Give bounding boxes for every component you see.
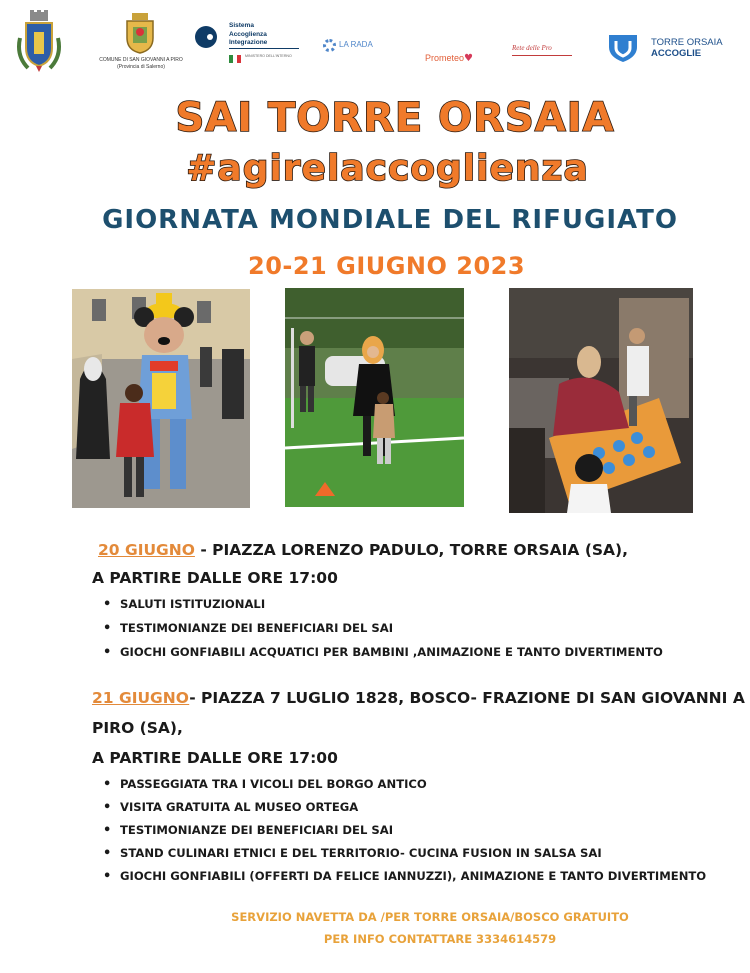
day21-place: - PIAZZA 7 LUGLIO 1828, BOSCO- FRAZIONE DI SAN GIOVANNI A [189, 689, 745, 707]
hashtag-title: #agirelaccoglienza [186, 148, 589, 189]
municipal-crest-icon [14, 8, 64, 74]
prometeo-logo [425, 46, 485, 62]
day20-place: - PIAZZA LORENZO PADULO, TORRE ORSAIA (SA), [194, 541, 629, 559]
torre-orsaia-accoglie-logo [607, 33, 737, 63]
day21-heading [92, 689, 745, 707]
day21-program-list [103, 777, 706, 892]
sai-wordmark [229, 22, 267, 48]
rete-underline [512, 55, 572, 56]
la-rada-logo [323, 38, 383, 54]
ministry-label: MINISTERO DELL'INTERNO [245, 54, 292, 58]
heart-icon: ♥ [464, 53, 473, 64]
la-rada-icon [323, 39, 336, 52]
event-dates: 20-21 GIUGNO 2023 [248, 252, 526, 280]
photo-mascot-with-child [72, 289, 250, 508]
torre-line-1: TORRE ORSAIA [651, 37, 723, 48]
day21-date: 21 GIUGNO [92, 689, 190, 707]
list-item: • VISITA GRATUITA AL MUSEO ORTEGA [103, 800, 706, 823]
partner-logos [0, 0, 750, 85]
sai-logo [195, 22, 300, 74]
list-item: • GIOCHI GONFIABILI (OFFERTI DA FELICE IANNUZZI), ANIMAZIONE E TANTO DIVERTIMENTO [103, 869, 706, 892]
list-item: • GIOCHI GONFIABILI ACQUATICI PER BAMBINI ,ANIMAZIONE E TANTO DIVERTIMENTO [103, 645, 663, 669]
day20-date: 20 GIUGNO [98, 541, 195, 559]
municipality-name: COMUNE DI SAN GIOVANNI A PIRO [99, 57, 183, 63]
shuttle-notice: SERVIZIO NAVETTA DA /PER TORRE ORSAIA/BOSCO GRATUITO [231, 910, 629, 924]
sai-line-1: Sistema [229, 22, 254, 29]
italian-flag-icon [229, 55, 241, 63]
photo-park-activity [285, 288, 464, 507]
event-subtitle: GIORNATA MONDIALE DEL RIFUGIATO [102, 205, 678, 235]
list-item: • TESTIMONIANZE DEI BENEFICIARI DEL SAI [103, 823, 706, 846]
day20-heading [98, 541, 628, 559]
municipality-province: (Provincia di Salerno) [117, 64, 165, 70]
list-item: • TESTIMONIANZE DEI BENEFICIARI DEL SAI [103, 621, 663, 645]
san-giovanni-crest-icon [120, 12, 160, 54]
day20-time: A PARTIRE DALLE ORE 17:00 [92, 569, 338, 587]
day20-program-list [103, 597, 663, 669]
day21-place-continued: PIRO (SA), [92, 719, 183, 737]
sai-divider [229, 48, 299, 49]
rete-pro-loco-logo [512, 44, 578, 60]
sai-line-3: Integrazione [229, 39, 268, 46]
municipality-caption [96, 57, 186, 71]
torre-orsaia-wordmark [651, 38, 723, 59]
list-item: • STAND CULINARI ETNICI E DEL TERRITORIO- CUCINA FUSION IN SALSA SAI [103, 846, 706, 869]
sai-line-2: Accoglienza [229, 30, 267, 38]
shield-heart-icon [607, 33, 639, 63]
prometeo-label: Prometeo [425, 53, 465, 63]
rete-label: Rete delle Pro [512, 44, 552, 52]
list-item: • PASSEGGIATA TRA I VICOLI DEL BORGO ANTICO [103, 777, 706, 800]
contact-info: PER INFO CONTATTARE 3334614579 [323, 932, 557, 946]
sai-mark-icon [195, 26, 217, 48]
photo-table-workshop [509, 288, 693, 513]
main-title: SAI TORRE ORSAIA [175, 95, 615, 141]
torre-line-2: ACCOGLIE [651, 47, 702, 59]
la-rada-label: LA RADA [339, 40, 373, 49]
list-item: • SALUTI ISTITUZIONALI [103, 597, 663, 621]
day21-time: A PARTIRE DALLE ORE 17:00 [92, 749, 338, 767]
